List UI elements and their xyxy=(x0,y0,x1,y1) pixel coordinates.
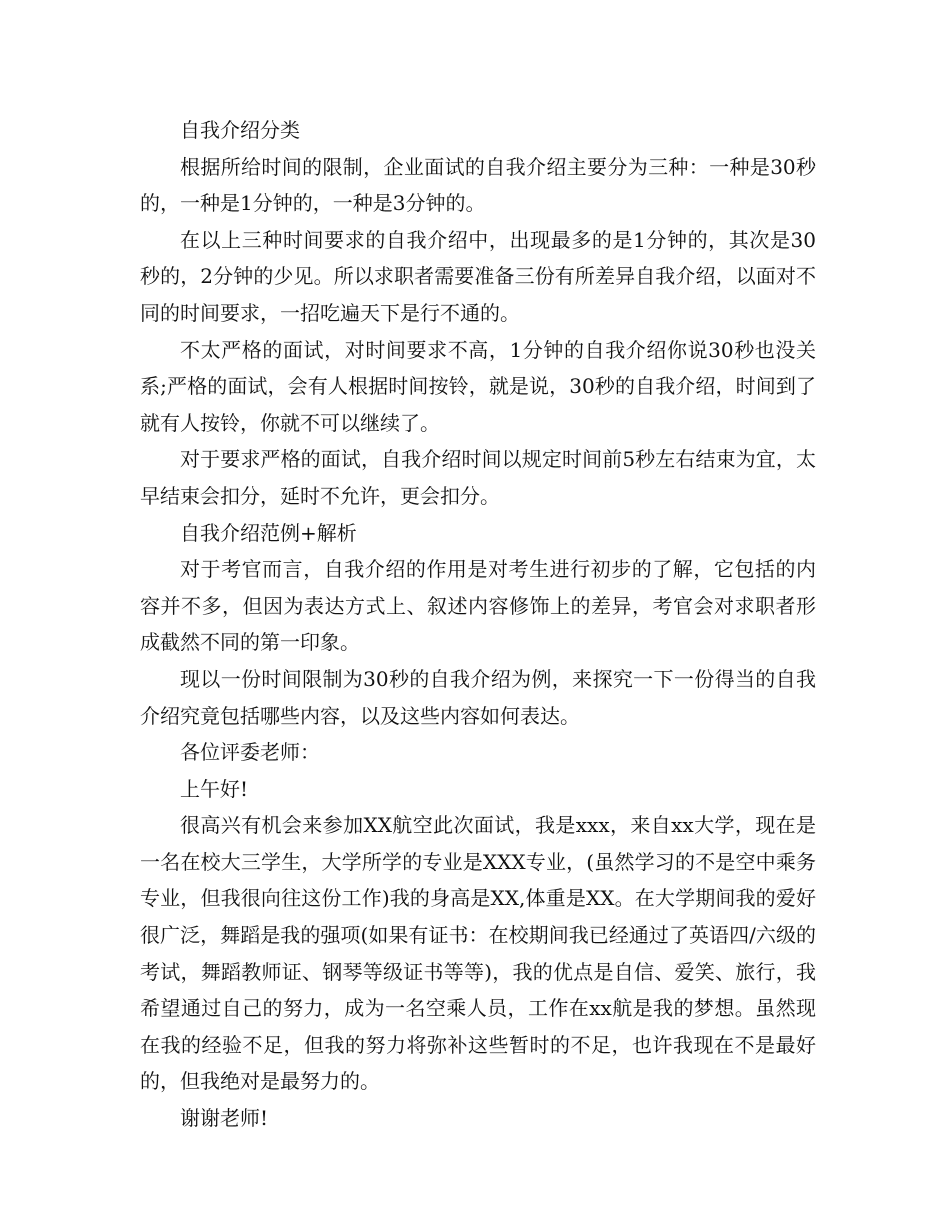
salutation: 各位评委老师： xyxy=(180,740,320,765)
paragraph: 在以上三种时间要求的自我介绍中，出现最多的是1分钟的，其次是30秒的，2分钟的少见。所以求职者需要准备三份有所差异自我介绍，以面对不同的时间要求，一招吃遍天下是行不通的。 xyxy=(140,227,816,325)
document-body xyxy=(140,112,816,1137)
paragraph: 根据所给时间的限制，企业面试的自我介绍主要分为三种：一种是30秒的，一种是1分钟的，一种是3分钟的。 xyxy=(140,154,816,216)
section-heading-classification: 自我介绍分类 xyxy=(180,118,300,142)
paragraph: 对于考官而言，自我介绍的作用是对考生进行初步的了解，它包括的内容并不多，但因为表达方式上、叙述内容修饰上的差异，考官会对求职者形成截然不同的第一印象。 xyxy=(140,557,816,655)
sample-introduction: 很高兴有机会来参加XX航空此次面试，我是xxx，来自xx大学，现在是一名在校大三学生，大学所学的专业是XXX专业，(虽然学习的不是空中乘务专业，但我很向往这份工作)我的身高是XX,体重是XX。在大学期间我的爱好很广泛，舞蹈是我的强项(如果有证书：在校期间我已经通过了英语四/六级的考试，舞蹈教师证、钢琴等级证书等等)，我的优点是自信、爱笑、旅行，我希望通过自己的努力，成为一名空乘人员，工作在xx航是我的梦想。虽然现在我的经验不足，但我的努力将弥补这些暂时的不足，也许我现在不是最好的，但我绝对是最努力的。 xyxy=(140,813,816,1094)
paragraph: 对于要求严格的面试，自我介绍时间以规定时间前5秒左右结束为宜，太早结束会扣分，延时不允许，更会扣分。 xyxy=(140,447,816,508)
paragraph: 现以一份时间限制为30秒的自我介绍为例，来探究一下一份得当的自我介绍究竟包括哪些内容，以及这些内容如何表达。 xyxy=(140,666,816,728)
section-heading-example: 自我介绍范例+解析 xyxy=(180,520,357,545)
paragraph: 不太严格的面试，对时间要求不高，1分钟的自我介绍你说30秒也没关系;严格的面试，会有人根据时间按铃，就是说，30秒的自我介绍，时间到了就有人按铃，你就不可以继续了。 xyxy=(140,337,816,435)
closing: 谢谢老师! xyxy=(180,1106,269,1131)
greeting: 上午好! xyxy=(180,776,249,801)
